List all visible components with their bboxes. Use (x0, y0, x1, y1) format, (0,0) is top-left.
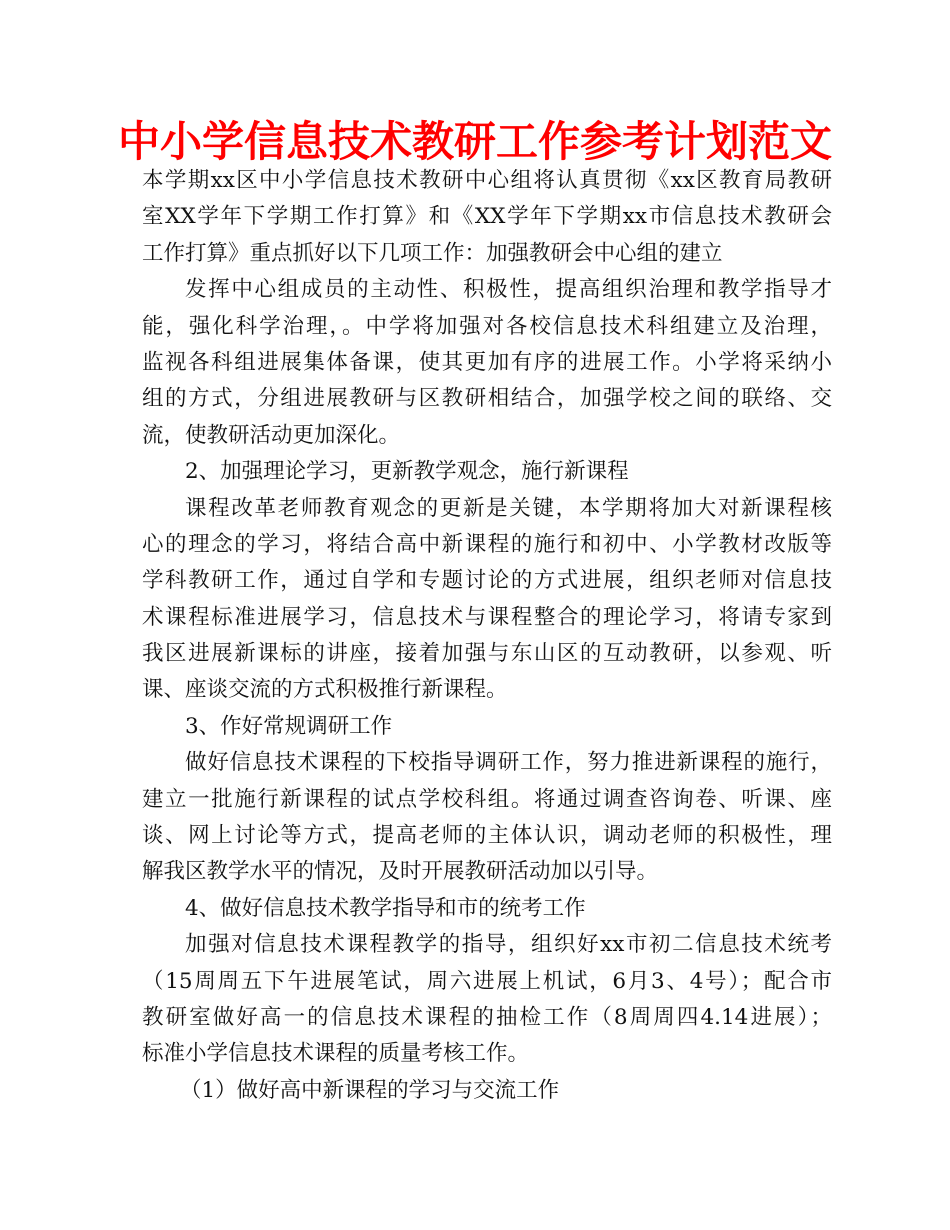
text-line: 能，强化科学治理，。中学将加强对各校信息技术科组建立及治理， (142, 313, 832, 339)
text-line: 谈、网上讨论等方式，提高老师的主体认识，调动老师的积极性，理 (142, 823, 832, 849)
text-line: 工作打算》重点抓好以下几项工作：加强教研会中心组的建立 (142, 240, 723, 266)
section-heading: 2、加强理论学习，更新教学观念，施行新课程 (185, 459, 629, 485)
text-line: 术课程标准进展学习，信息技术与课程整合的理论学习，将请专家到 (142, 604, 832, 630)
text-line: 发挥中心组成员的主动性、积极性，提高组织治理和教学指导才 (185, 277, 832, 303)
text-line: 我区进展新课标的讲座，接着加强与东山区的互动教研，以参观、听 (142, 641, 832, 667)
document-body (142, 163, 832, 1109)
text-line: 课、座谈交流的方式积极推行新课程。 (142, 677, 508, 703)
section-heading: 4、做好信息技术教学指导和市的统考工作 (185, 895, 586, 921)
text-line: 室XX学年下学期工作打算》和《XX学年下学期xx市信息技术教研会 (142, 204, 832, 230)
text-line: 心的理念的学习，将结合高中新课程的施行和初中、小学教材改版等 (142, 531, 832, 557)
text-line: （15周周五下午进展笔试，周六进展上机试，6月3、4号）；配合市 (142, 968, 832, 994)
text-line: 流，使教研活动更加深化。 (142, 422, 401, 448)
section-heading: 3、作好常规调研工作 (185, 713, 393, 739)
text-line: 本学期xx区中小学信息技术教研中心组将认真贯彻《xx区教育局教研 (142, 168, 832, 193)
text-line: 解我区教学水平的情况，及时开展教研活动加以引导。 (142, 859, 659, 885)
section-heading: （1）做好高中新课程的学习与交流工作 (180, 1077, 560, 1103)
text-line: 建立一批施行新课程的试点学校科组。将通过调查咨询卷、听课、座 (142, 786, 832, 812)
text-line: 标准小学信息技术课程的质量考核工作。 (142, 1041, 530, 1067)
text-line: 学科教研工作，通过自学和专题讨论的方式进展，组织老师对信息技 (142, 568, 832, 594)
text-line: 课程改革老师教育观念的更新是关键，本学期将加大对新课程核 (185, 495, 832, 521)
document-title: 中小学信息技术教研工作参考计划范文 (117, 117, 832, 166)
text-line: 做好信息技术课程的下校指导调研工作，努力推进新课程的施行， (185, 750, 832, 776)
text-line: 教研室做好高一的信息技术课程的抽检工作（8周周四4.14进展）； (142, 1004, 832, 1030)
text-line: 监视各科组进展集体备课，使其更加有序的进展工作。小学将采纳小 (142, 349, 832, 375)
text-line: 加强对信息技术课程教学的指导，组织好xx市初二信息技术统考 (185, 932, 832, 958)
text-line: 组的方式，分组进展教研与区教研相结合，加强学校之间的联络、交 (142, 386, 832, 412)
